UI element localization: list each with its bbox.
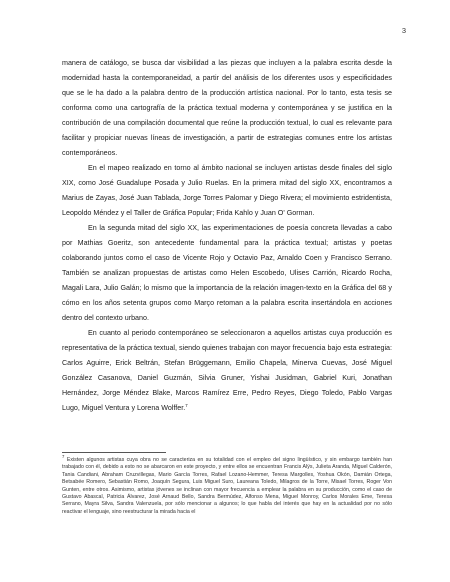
paragraph-2: En el mapeo realizado en torno al ámbito nacional se incluyen artistas desde finales del siglo XIX, como José Guadalupe Posada y Julio Ruelas. En la primera mitad del siglo XX, encontramos a Marius de Zayas, José Juan Tablada, Jorge Torres Palomar y Diego Rivera; el movimiento estridentista, Leopoldo Méndez y el Taller de Gráfica Popular; Frida Kahlo y Juan O' Gorman.	[62, 164, 392, 217]
footnote-text: Existen algunos artistas cuya obra no se caracteriza en su totalidad con el empleo del signo lingüístico, y sin embargo también han trabajado con él, debido a esto no se abarcaron en este proyecto, y entre ellos se encuentran Francis Alÿs, Julieta Aranda, Miguel Calderón, Tania Candiani, Abraham Cruzvillegas, Mario García Torres, Rafael Lozano-Hemmer, Teresa Margolles, Yoshua Okón, Damián Ortega, Betsabée Romero, Sebastián Romo, Joaquín Segura, Luis Miguel Suro, Laureana Toledo, Milagros de la Torre, Misael Torres, Roger Von Gunten, entre otros. Asimismo, artistas jóvenes se inclinan con mayor frecuencia a emplear la palabra en su producción, como el caso de Gustavo Abascal, Patricia Álvarez, José Arnaud Bello, Sandra Bermúdez, Alfonso Mena, Miguel Monroy, Carlos Morales Eme, Teresa Serrano, Mayra Silva, Sandra Valenzuela, por sólo mencionar a algunos; lo que habla del interés que hay en la actualidad por no sólo reactivar el lenguaje, sino reestructurar la mirada hacia el	[62, 457, 392, 515]
paragraph-4	[62, 326, 392, 416]
paragraph-3: En la segunda mitad del siglo XX, las experimentaciones de poesía concreta llevadas a cabo por Mathias Goeritz, son antecedente fundamental para la práctica textual; artistas y poetas colaborando juntos como el caso de Vicente Rojo y Octavio Paz, Arnaldo Coen y Francisco Serrano. También se analizan propuestas de artistas como Helen Escobedo, Ulises Carrión, Ricardo Rocha, Magali Lara, Julio Galán; lo mismo que la importancia de la relación imagen-texto en la Gráfica del 68 y cómo en los años setenta grupos como Março retoman a la palabra escrita insertándola en acciones dentro del contexto urbano.	[62, 224, 392, 322]
footnote-reference[interactable]: 7	[185, 403, 188, 408]
body-text	[62, 56, 392, 416]
footnote-separator	[62, 452, 166, 453]
paragraph-1: manera de catálogo, se busca dar visibilidad a las piezas que incluyen a la palabra escrita desde la modernidad hasta la contemporaneidad, a partir del análisis de los diferentes usos y especificidades que se le ha dado a la palabra dentro de la producción artística nacional. Por lo tanto, esta tesis se conforma como una cartografía de la práctica textual moderna y contemporánea y se justifica en la contribución de una compilación documental que reúne la producción textual, lo cual es relevante para facilitar y propiciar nuevas líneas de investigación, a partir de estrategias comunes entre los artistas contemporáneos.	[62, 59, 392, 157]
paragraph-4-text: En cuanto al periodo contemporáneo se seleccionaron a aquellos artistas cuya producción es representativa de la práctica textual, siendo quienes trabajan con mayor frecuencia bajo esta estrategia: Carlos Aguirre, Erick Beltrán, Stefan Brüggemann, Emilio Chapela, Minerva Cuevas, José Miguel González Casanova, Daniel Guzmán, Silvia Gruner, Yishai Jusidman, Gabriel Kuri, Jonathan Hernández, Jorge Méndez Blake, Marcos Ramírez Erre, Pedro Reyes, Diego Toledo, Pablo Vargas Lugo, Miguel Ventura y Lorena Wolffer.	[62, 329, 392, 412]
page-number: 3	[401, 26, 406, 35]
footnote	[62, 454, 392, 516]
footnote-marker: 7	[62, 454, 65, 459]
